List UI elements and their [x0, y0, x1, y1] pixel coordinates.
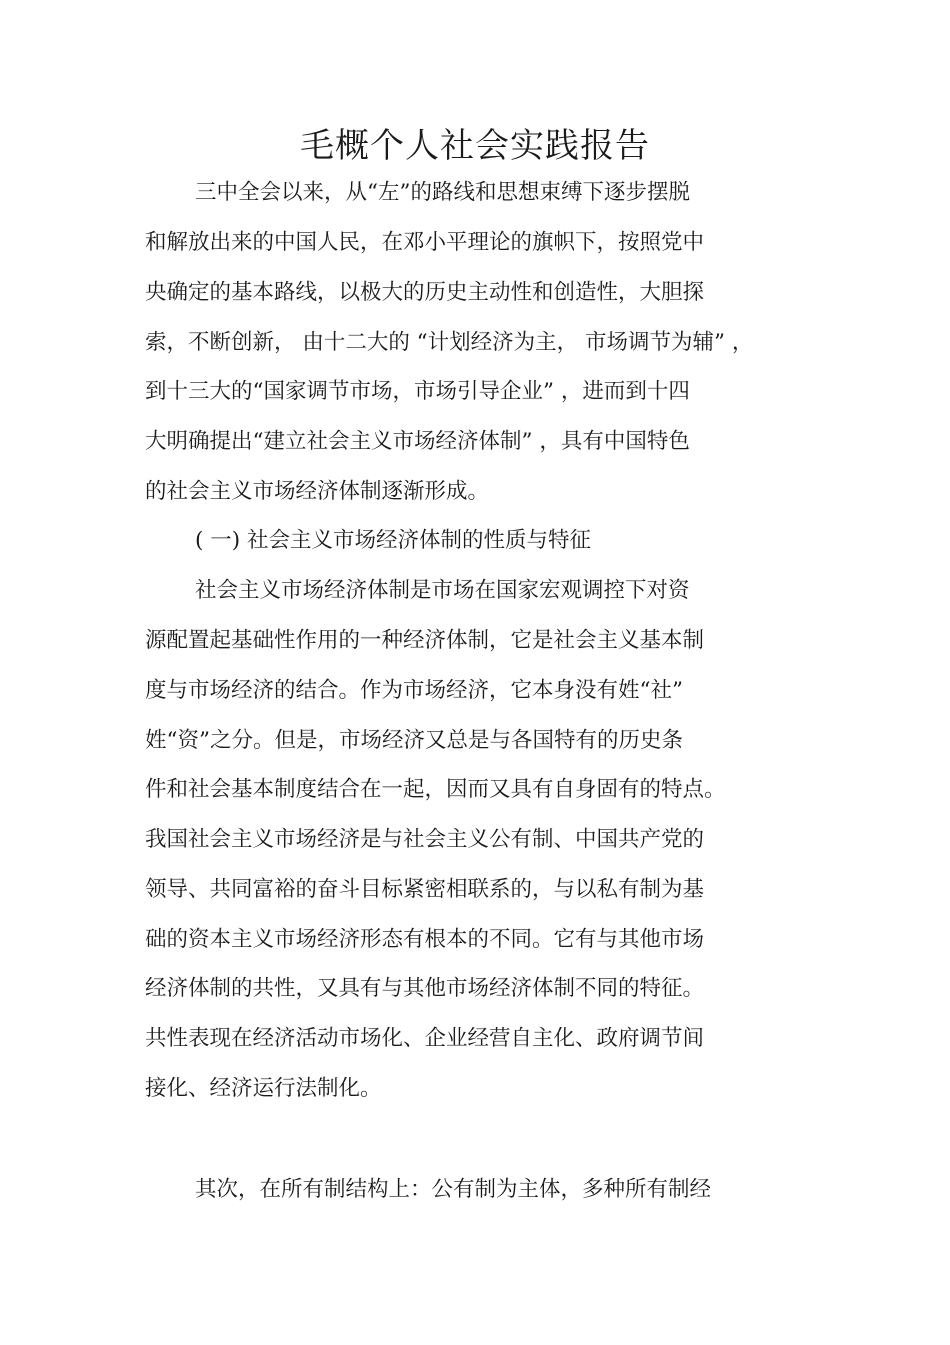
paragraph-line: 到十三大的“国家调节市场，市场引导企业” ，进而到十四 — [145, 379, 690, 404]
paragraph-line: 度与市场经济的结合。作为市场经济，它本身没有姓“社” — [145, 678, 683, 703]
paragraph-line: 础的资本主义市场经济形态有根本的不同。它有与其他市场 — [145, 927, 705, 952]
paragraph-line: 我国社会主义市场经济是与社会主义公有制、中国共产党的 — [145, 827, 705, 852]
paragraph-line: 社会主义市场经济体制是市场在国家宏观调控下对资 — [195, 578, 690, 603]
paragraph-line: 索，不断创新， 由十二大的 “计划经济为主， 市场调节为辅” ， — [145, 330, 754, 355]
paragraph-line: 源配置起基础性作用的一种经济体制，它是社会主义基本制 — [145, 628, 705, 653]
paragraph-line: 大明确提出“建立社会主义市场经济体制” ，具有中国特色 — [145, 429, 690, 454]
document-title: 毛概个人社会实践报告 — [300, 126, 650, 166]
paragraph-line: 件和社会基本制度结合在一起，因而又具有自身固有的特点。 — [145, 777, 726, 802]
paragraph-line: 三中全会以来，从“左”的路线和思想束缚下逐步摆脱 — [195, 180, 690, 205]
paragraph-line: 姓“资”之分。但是，市场经济又总是与各国特有的历史条 — [145, 728, 683, 753]
paragraph-line: 接化、经济运行法制化。 — [145, 1076, 382, 1101]
paragraph-line: 共性表现在经济活动市场化、企业经营自主化、政府调节间 — [145, 1026, 705, 1051]
paragraph-line: 经济体制的共性，又具有与其他市场经济体制不同的特征。 — [145, 976, 705, 1001]
section-heading: ( 一) 社会主义市场经济体制的性质与特征 — [195, 528, 591, 553]
paragraph-line: 其次，在所有制结构上：公有制为主体，多种所有制经 — [195, 1177, 712, 1202]
paragraph-line: 和解放出来的中国人民，在邓小平理论的旗帜下，按照党中 — [145, 230, 705, 255]
paragraph-line: 领导、共同富裕的奋斗目标紧密相联系的，与以私有制为基 — [145, 877, 705, 902]
paragraph-line: 央确定的基本路线，以极大的历史主动性和创造性，大胆探 — [145, 280, 705, 305]
paragraph-line: 的社会主义市场经济体制逐渐形成。 — [145, 479, 490, 504]
